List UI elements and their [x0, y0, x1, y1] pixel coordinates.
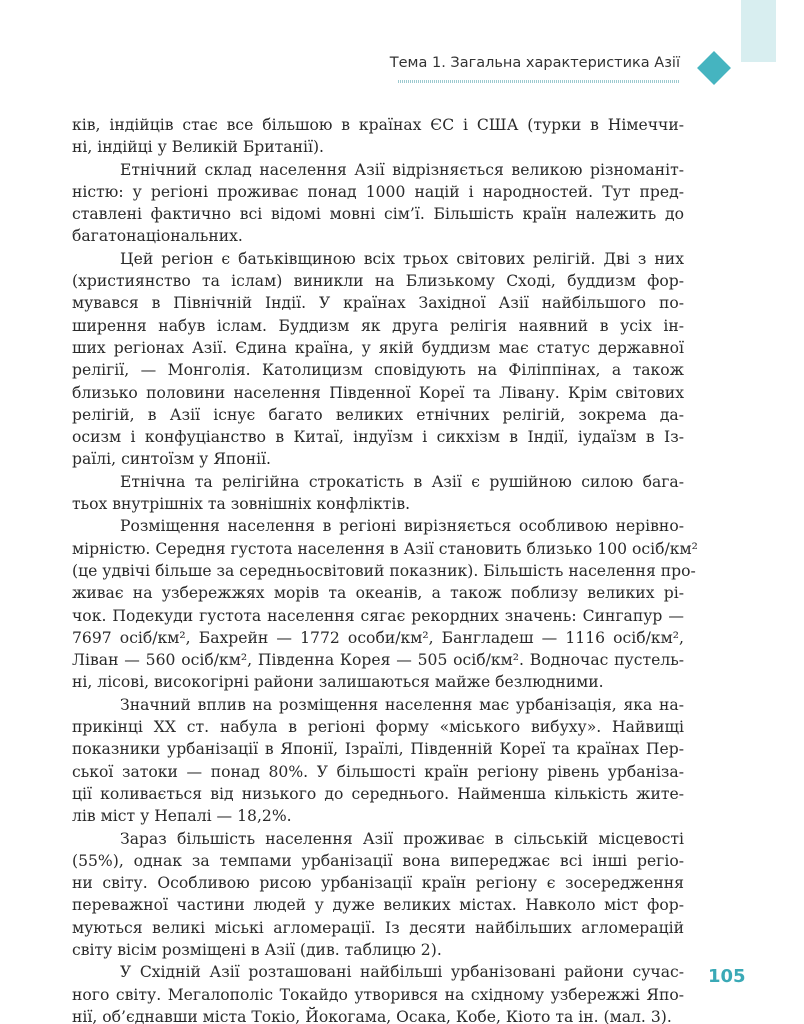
text-line: переважної частини людей у дуже великих містах. Навколо міст фор- [72, 896, 684, 915]
text-line: ків, індійців стає все більшою в країнах ЄС і США (турки в Німеччи- [72, 116, 684, 134]
running-header: Тема 1. Загальна характеристика Азії [389, 55, 680, 71]
text-line: показники урбанізації в Японії, Ізраїлі, Південній Кореї та країнах Пер- [72, 740, 684, 759]
text-line: Ліван — 560 осіб/км², Південна Корея — 505 осіб/км². Водночас пустель- [72, 651, 684, 670]
paragraph [72, 248, 684, 471]
text-line: У Східній Азії розташовані найбільші урбанізовані райони сучас- [120, 963, 684, 982]
text-line: ни світу. Особливою рисою урбанізації країн регіону є зосередження [72, 874, 684, 893]
text-line: Розміщення населення в регіоні вирізняється особливою нерівно- [120, 517, 684, 536]
text-line: муються великі міські агломерації. Із десяти найбільших агломерацій [72, 918, 684, 937]
text-line: релігій, в Азії існує багато великих етнічних релігій, зокрема да- [72, 405, 684, 424]
text-line: ції коливається від низького до середнього. Найменша кількість жите- [72, 784, 684, 803]
text-line: релігії, — Монголія. Католицизм сповідують на Філіппінах, а також [72, 361, 684, 380]
text-line: ширення набув іслам. Буддизм як друга релігія наявний в усіх ін- [72, 316, 684, 335]
text-line: Значний вплив на розміщення населення має урбанізація, яка на- [120, 695, 684, 714]
text-line: Етнічний склад населення Азії відрізняється великою різноманіт- [120, 160, 684, 179]
header-decor-band [741, 0, 776, 62]
text-line: багатонаціональних. [72, 227, 243, 246]
text-line: 7697 осіб/км², Бахрейн — 1772 особи/км², Бангладеш — 1116 осіб/км², [72, 628, 684, 647]
paragraph [72, 114, 684, 159]
text-line: ших регіонах Азії. Єдина країна, у якій буддизм має статус державної [72, 338, 684, 357]
text-line: (55%), однак за темпами урбанізації вона випереджає всі інші регіо- [72, 851, 684, 870]
text-line: мувався в Північній Індії. У країнах Західної Азії найбільшого по- [72, 294, 684, 313]
text-line: ської затоки — понад 80%. У більшості країн регіону рівень урбаніза- [72, 762, 684, 781]
text-line: близько половини населення Південної Кореї та Лівану. Крім світових [72, 383, 684, 402]
text-line: ні, індійці у Великій Британії). [72, 138, 324, 157]
text-line: ністю: у регіоні проживає понад 1000 націй і народностей. Тут пред- [72, 182, 684, 201]
text-line: світу вісім розміщені в Азії (див. таблицю 2). [72, 940, 442, 959]
text-line: живає на узбережжях морів та океанів, а також поблизу великих рі- [72, 584, 684, 603]
text-line: (християнство та іслам) виникли на Близькому Сході, буддизм фор- [72, 272, 684, 291]
paragraph [72, 159, 684, 248]
text-line: нії, об’єднавши міста Токіо, Йокогама, Осака, Кобе, Кіото та ін. (мал. 3). [72, 1007, 672, 1024]
diamond-icon [697, 51, 731, 85]
paragraph [72, 515, 698, 693]
text-line: прикінці XX ст. набула в регіоні форму «міського вибуху». Найвищі [72, 718, 684, 737]
text-line: Зараз більшість населення Азії проживає в сільській місцевості [120, 829, 684, 848]
text-line: осизм і конфуціанство в Китаї, індуїзм і сикхізм в Індії, іудаїзм в Із- [72, 428, 684, 447]
body-text [72, 114, 698, 1024]
text-line: ні, лісові, високогірні райони залишаються майже безлюдними. [72, 673, 604, 692]
paragraph [72, 961, 684, 1024]
text-line: ного світу. Мегалополіс Токайдо утворився на східному узбережжі Япо- [72, 985, 684, 1004]
text-line: мірністю. Середня густота населення в Азії становить близько 100 осіб/км² [72, 539, 698, 558]
text-line: тьох внутрішніх та зовнішніх конфліктів. [72, 495, 411, 514]
text-line: чок. Подекуди густота населення сягає рекордних значень: Сингапур — [72, 606, 684, 625]
text-line: Цей регіон є батьківщиною всіх трьох світових релігій. Дві з них [120, 249, 684, 268]
text-line: Етнічна та релігійна строкатість в Азії є рушійною силою бага- [120, 472, 684, 491]
text-line: ставлені фактично всі відомі мовні сім’ї. Більшість країн належить до [72, 205, 684, 224]
text-line: раїлі, синтоїзм у Японії. [72, 450, 272, 469]
header-divider [398, 80, 680, 83]
text-line: (це удвічі більше за середньосвітовий показник). Більшість населення про- [72, 561, 696, 580]
page-number: 105 [708, 966, 746, 987]
paragraph [72, 694, 684, 828]
paragraph [72, 471, 684, 516]
text-line: лів міст у Непалі — 18,2%. [72, 807, 292, 826]
paragraph [72, 828, 684, 962]
